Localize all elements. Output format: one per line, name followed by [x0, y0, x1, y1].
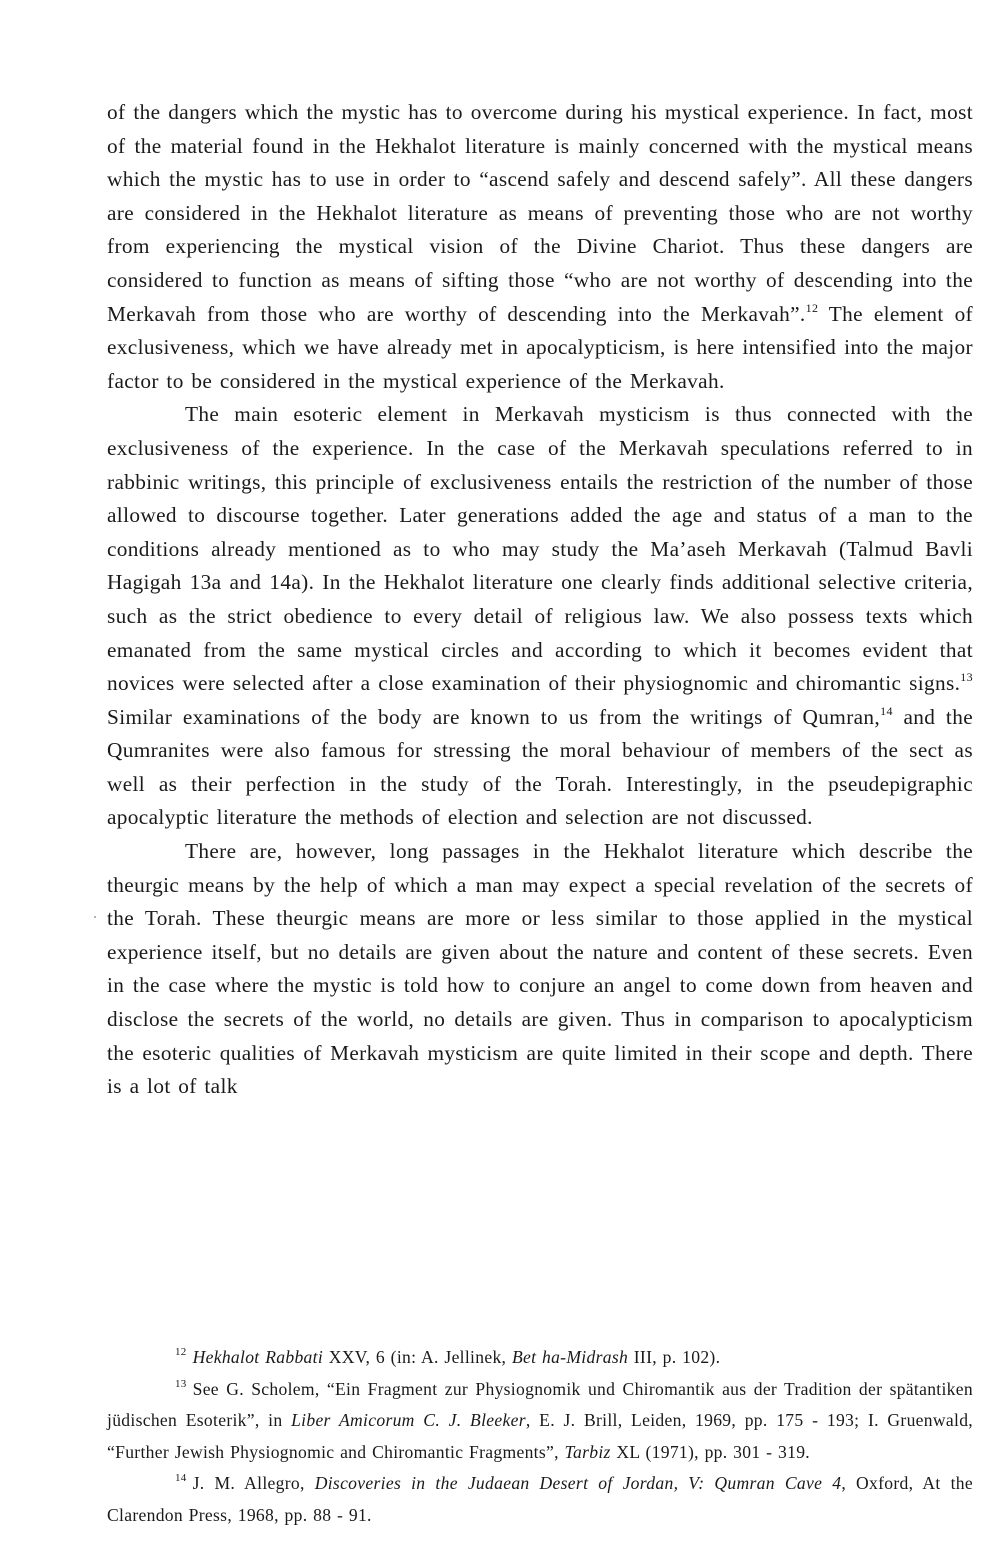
footnote-number: 14 — [175, 1472, 187, 1485]
paragraph — [107, 96, 973, 398]
footnote-number: 13 — [175, 1377, 187, 1390]
italic-title: Bet ha-Midrash — [511, 1347, 629, 1367]
text-run: There are, however, long passages in the Hekhalot literature which describe the theurgic means by the help of which a man may expect a special revelation of the secrets of the Torah. These theurgic means are more or less similar to those applied in the mystical experience itself, but no details are given about the nature and content of these secrets. Even in the case where the mystic is told how to conjure an angel to come down from heaven and disclose the secrets of the world, no details are given. Thus in comparison to apocalypticism the esoteric qualities of Merkavah mysticism are quite limited in their scope and depth. There is a lot of talk — [107, 839, 973, 1099]
italic-title: Discoveries in the Judaean Desert of Jordan, V: Qumran Cave 4 — [314, 1473, 842, 1494]
text-run: XXV, 6 (in: A. Jellinek, — [323, 1347, 512, 1367]
italic-title: Hekhalot Rabbati — [192, 1347, 324, 1367]
footnote — [107, 1342, 973, 1374]
margin-mark — [94, 916, 96, 918]
footnote-marker: 14 — [880, 703, 893, 718]
footnote-number: 12 — [175, 1346, 187, 1358]
paragraph — [107, 835, 973, 1104]
text-run: , Oxford, At the Clarendon Press, 1968, pp. 88 - 91. — [107, 1473, 973, 1525]
text-run: of the dangers which the mystic has to overcome during his mystical experience. In fact, most of the material found in the Hekhalot literature is mainly concerned with the mystical means which the mystic has to use in order to “ascend safely and descend safely”. All these dangers are considered in the Hekhalot literature as means of preventing those who are not worthy from experiencing the mystical vision of the Divine Chariot. Thus these dangers are considered to function as means of sifting those “who are not worthy of descending into the Merkavah from those who are worthy of descending into the Merkavah”. — [107, 100, 973, 326]
text-run: The element of exclusiveness, which we have already met in apocalypticism, is here intensified into the major factor to be considered in the mystical experience of the Merkavah. — [107, 301, 974, 393]
footnote-marker: 12 — [805, 300, 819, 315]
italic-title: Liber Amicorum C. J. Bleeker — [291, 1410, 526, 1431]
footnotes — [107, 1342, 973, 1532]
text-run: XL (1971), pp. 301 - 319. — [610, 1441, 810, 1462]
footnote — [107, 1374, 973, 1469]
paragraph — [107, 398, 973, 835]
text-run: Similar examinations of the body are known to us from the writings of Qumran, — [107, 704, 881, 729]
body-text — [107, 96, 973, 1104]
footnote-marker: 13 — [960, 670, 973, 685]
text-run: J. M. Allegro, — [192, 1473, 315, 1494]
text-run: The main esoteric element in Merkavah mysticism is thus connected with the exclusiveness of the experience. In the case of the Merkavah speculations referred to in rabbinic writings, this principle of exclusiveness entails the restriction of the number of those allowed to discourse together. Later generations added the age and status of a man to the conditions already mentioned as to who may study the Ma’aseh Merkavah (Talmud Bavli Hagigah 13a and 14a). In the Hekhalot literature one clearly finds additional selective criteria, such as the strict obedience to every detail of religious law. We also possess texts which emanated from the same mystical circles and according to which it becomes evident that novices were selected after a close examination of their physiognomic and chiromantic signs. — [107, 402, 973, 696]
text-run: and the Qumranites were also famous for stressing the moral behaviour of members of the sect as well as their perfection in the study of the Torah. Interestingly, in the pseudepigraphic apocalyptic literature the methods of election and selection are not discussed. — [107, 704, 973, 830]
text-run: , E. J. Brill, Leiden, 1969, pp. 175 - 193; I. Gruenwald, “Further Jewish Physiognomic and Chiromantic Fragments”, — [107, 1410, 973, 1462]
text-run: See G. Scholem, “Ein Fragment zur Physiognomik und Chiromantik aus der Tradition der spätantiken jüdischen Esoterik”, in — [107, 1378, 973, 1431]
italic-title: Tarbiz — [564, 1441, 611, 1462]
text-run: III, p. 102). — [628, 1347, 721, 1367]
footnote — [107, 1468, 973, 1531]
